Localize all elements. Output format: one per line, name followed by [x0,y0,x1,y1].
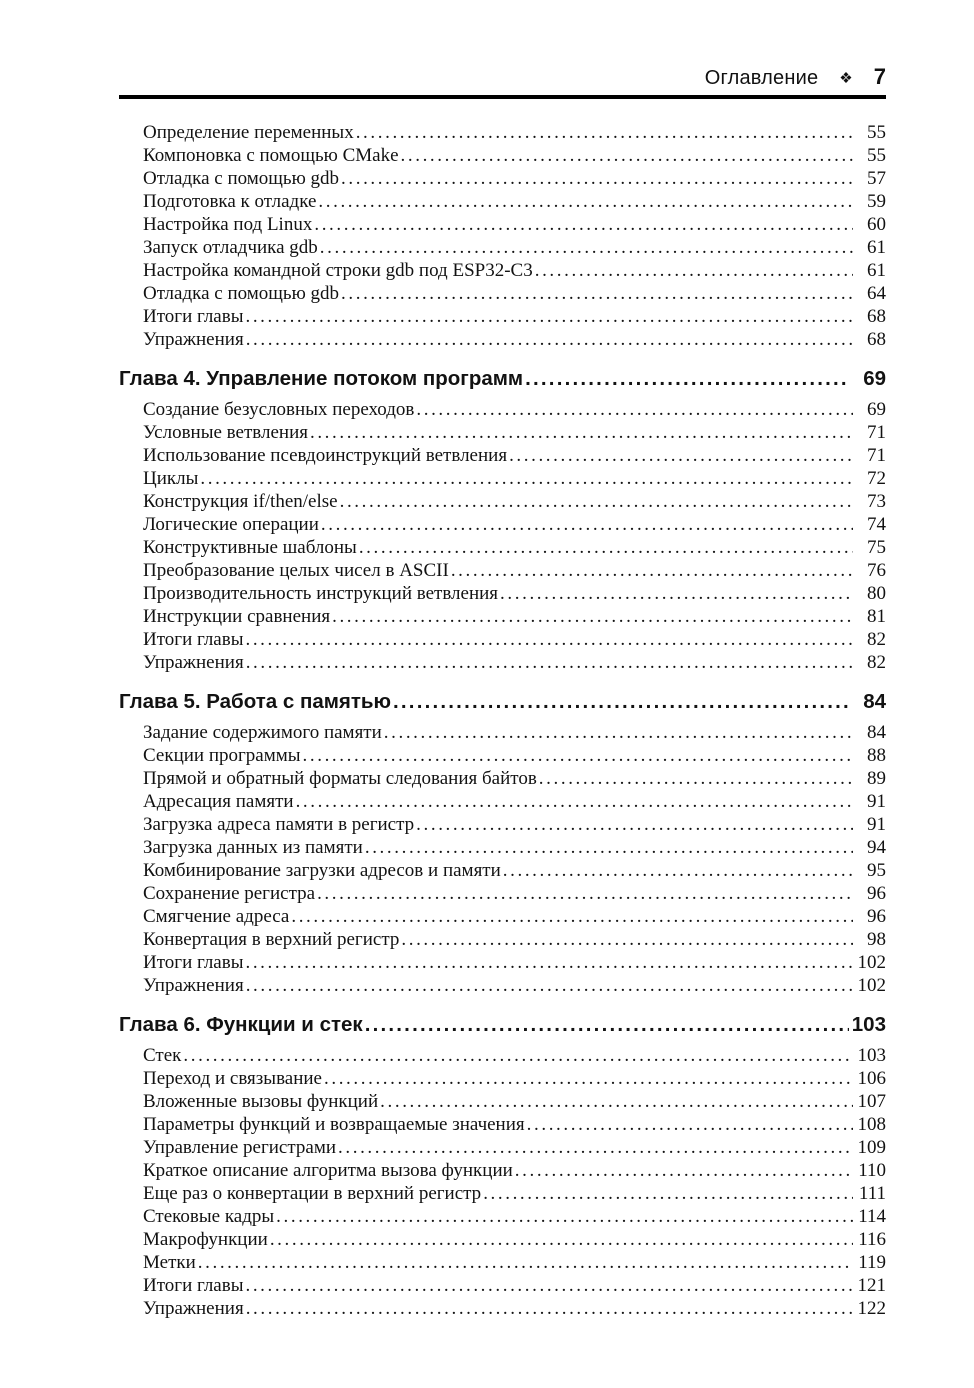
toc-entry-title: Краткое описание алгоритма вызова функции [143,1160,513,1181]
toc-entry-title: Прямой и обратный форматы следования байтов [143,768,537,789]
toc-entry-row [119,951,886,974]
dot-leader [200,467,853,490]
toc-entry-row [119,905,886,928]
toc-entry-title: Использование псевдоинструкций ветвления [143,445,508,466]
toc-entry-title: Циклы [143,468,199,489]
toc-chapter-title: Глава 4. Управление потоком программ [119,367,524,390]
toc-entry-title: Преобразование целых чисел в ASCII [143,560,449,581]
toc-entry-title: Управление регистрами [143,1137,337,1158]
toc-entry-page-number: 68 [867,306,886,327]
toc-entry-row [119,1113,886,1136]
toc-entry-title: Конвертация в верхний регистр [143,929,400,950]
toc-entry-title: Переход и связывание [143,1068,322,1089]
toc-entry-page-number: 98 [867,929,886,950]
dot-leader [291,905,853,928]
dot-leader [365,1012,849,1038]
dot-leader [245,305,853,328]
dot-leader [500,582,853,605]
toc-entry-page-number: 95 [867,860,886,881]
toc-entry-page-number: 102 [857,975,886,996]
dot-leader [246,1297,853,1320]
toc-entry-title: Компоновка с помощью CMake [143,145,399,166]
toc-entry-row [119,582,886,605]
toc-entry-title: Условные ветвления [143,422,308,443]
dot-leader [515,1159,853,1182]
dot-leader [338,1136,853,1159]
toc-entry-page-number: 96 [867,883,886,904]
toc-entry-title: Настройка командной строки gdb под ESP32-C3 [143,260,533,281]
toc-entry-page-number: 60 [867,214,886,235]
toc-entry-page-number: 88 [867,745,886,766]
toc-entry-title: Макрофункции [143,1229,268,1250]
toc-entry-row [119,836,886,859]
toc-entry-row [119,1136,886,1159]
dot-leader [401,144,853,167]
dot-leader [416,398,853,421]
toc-entry-row [119,882,886,905]
toc-entry-page-number: 80 [867,583,886,604]
toc-entry-page-number: 119 [858,1252,886,1273]
dot-leader [483,1182,853,1205]
toc-entry-title: Конструктивные шаблоны [143,537,357,558]
running-head-page-number: 7 [873,64,886,89]
toc-entry-row [119,444,886,467]
toc-entry-row [119,167,886,190]
toc-entry-page-number: 61 [867,237,886,258]
dot-leader [303,744,853,767]
toc-chapter-page-number: 103 [851,1013,886,1036]
toc-entry-title: Задание содержимого памяти [143,722,382,743]
toc-entry-page-number: 96 [867,906,886,927]
toc-entry-page-number: 108 [857,1114,886,1135]
toc-entry-row [119,767,886,790]
toc-entry-title: Еще раз о конвертации в верхний регистр [143,1183,482,1204]
toc-entry-title: Инструкции сравнения [143,606,331,627]
toc-entry-row [119,651,886,674]
toc-entry-title: Отладка с помощью gdb [143,283,340,304]
dot-leader [321,513,853,536]
toc-entry-row [119,236,886,259]
toc-entry-row [119,190,886,213]
dot-leader [527,1113,853,1136]
dot-leader [416,813,853,836]
toc-entry-page-number: 107 [857,1091,886,1112]
dot-leader [310,421,853,444]
toc-entry-title: Упражнения [143,329,244,350]
toc-entry-row [119,1090,886,1113]
dot-leader [535,259,853,282]
toc-entry-title: Стек [143,1045,182,1066]
toc-entry-title: Секции программы [143,745,301,766]
toc-entry-row [119,813,886,836]
toc-entry-title: Сохранение регистра [143,883,316,904]
dot-leader [393,689,849,715]
toc-entry-row [119,121,886,144]
dot-leader [356,121,853,144]
dot-leader [401,928,853,951]
dot-leader [359,536,853,559]
toc-chapter-page-number: 84 [863,690,886,713]
toc-entry-row [119,974,886,997]
toc-entry-page-number: 72 [867,468,886,489]
dot-leader [317,882,853,905]
toc-entry-row [119,1067,886,1090]
toc-entry-row [119,490,886,513]
toc-entry-title: Создание безусловных переходов [143,399,415,420]
toc-entry-page-number: 89 [867,768,886,789]
dot-leader [451,559,853,582]
toc-entry-row [119,628,886,651]
dot-leader [320,236,853,259]
dot-leader [246,328,853,351]
header-rule [119,95,886,99]
dot-leader [340,490,853,513]
toc-entry-row [119,513,886,536]
toc-entry-title: Метки [143,1252,196,1273]
dot-leader [245,1274,853,1297]
dot-leader [296,790,853,813]
toc-entry-page-number: 114 [858,1206,886,1227]
toc-chapter-row [119,366,886,392]
toc-entry-title: Итоги главы [143,306,244,327]
toc-entry-page-number: 91 [867,814,886,835]
toc-entry-title: Стековые кадры [143,1206,275,1227]
toc-entry-page-number: 91 [867,791,886,812]
toc-entry-title: Загрузка данных из памяти [143,837,363,858]
dot-leader [246,651,853,674]
toc-entry-page-number: 102 [857,952,886,973]
toc-entry-title: Упражнения [143,1298,244,1319]
toc-entry-row [119,744,886,767]
toc-entry-row [119,721,886,744]
diamond-separator-icon: ❖ [839,70,853,87]
toc-entry-title: Параметры функций и возвращаемые значения [143,1114,525,1135]
toc-entry-row [119,421,886,444]
toc-entry-title: Смягчение адреса [143,906,290,927]
toc-entry-row [119,1044,886,1067]
dot-leader [246,974,853,997]
toc-entry-page-number: 74 [867,514,886,535]
toc-entry-row [119,259,886,282]
dot-leader [183,1044,853,1067]
dot-leader [314,213,853,236]
toc-entry-title: Отладка с помощью gdb [143,168,340,189]
toc-entry-page-number: 121 [857,1275,886,1296]
toc-entry-row [119,213,886,236]
toc-entry-page-number: 82 [867,652,886,673]
toc-entry-row [119,1274,886,1297]
toc-entry-page-number: 116 [858,1229,886,1250]
toc-entry-row [119,1205,886,1228]
toc-entry-page-number: 57 [867,168,886,189]
page-header [119,64,886,90]
dot-leader [324,1067,853,1090]
toc-entry-page-number: 110 [858,1160,886,1181]
toc-entry-page-number: 73 [867,491,886,512]
toc-entry-page-number: 55 [867,145,886,166]
toc-entry-row [119,144,886,167]
toc-entry-title: Упражнения [143,975,244,996]
toc-entry-title: Определение переменных [143,122,354,143]
toc-entry-row [119,328,886,351]
toc-entry-page-number: 94 [867,837,886,858]
toc-entry-row [119,605,886,628]
toc-entry-page-number: 106 [857,1068,886,1089]
dot-leader [341,167,853,190]
toc-entry-row [119,859,886,882]
dot-leader [341,282,853,305]
toc-entry-row [119,1251,886,1274]
toc-entry-page-number: 84 [867,722,886,743]
toc-list [119,121,886,1320]
dot-leader [525,366,849,392]
dot-leader [509,444,853,467]
toc-entry-row [119,1228,886,1251]
toc-entry-row [119,467,886,490]
toc-entry-title: Логические операции [143,514,319,535]
toc-entry-title: Запуск отладчика gdb [143,237,318,258]
dot-leader [318,190,853,213]
toc-entry-title: Итоги главы [143,952,244,973]
dot-leader [365,836,853,859]
toc-entry-title: Подготовка к отладке [143,191,317,212]
toc-entry-title: Настройка под Linux [143,214,313,235]
toc-entry-page-number: 71 [867,422,886,443]
toc-entry-page-number: 81 [867,606,886,627]
toc-chapter-title: Глава 6. Функции и стек [119,1013,363,1036]
toc-entry-page-number: 122 [857,1298,886,1319]
toc-entry-title: Итоги главы [143,1275,244,1296]
dot-leader [384,721,853,744]
toc-chapter-row [119,689,886,715]
toc-entry-title: Адресация памяти [143,791,294,812]
toc-entry-page-number: 109 [857,1137,886,1158]
toc-entry-page-number: 76 [867,560,886,581]
toc-entry-title: Комбинирование загрузки адресов и памяти [143,860,501,881]
running-head-title: Оглавление [704,67,819,89]
toc-entry-page-number: 69 [867,399,886,420]
toc-entry-row [119,1297,886,1320]
toc-entry-page-number: 68 [867,329,886,350]
toc-entry-page-number: 103 [857,1045,886,1066]
toc-entry-page-number: 55 [867,122,886,143]
toc-entry-title: Упражнения [143,652,244,673]
toc-entry-title: Загрузка адреса памяти в регистр [143,814,415,835]
toc-entry-row [119,928,886,951]
toc-entry-row [119,790,886,813]
dot-leader [539,767,853,790]
toc-entry-title: Вложенные вызовы функций [143,1091,379,1112]
toc-entry-row [119,536,886,559]
toc-entry-row [119,305,886,328]
toc-chapter-row [119,1012,886,1038]
toc-entry-page-number: 111 [858,1183,886,1204]
toc-entry-page-number: 61 [867,260,886,281]
dot-leader [276,1205,853,1228]
toc-entry-row [119,398,886,421]
toc-entry-page-number: 75 [867,537,886,558]
toc-entry-row [119,559,886,582]
toc-entry-title: Производительность инструкций ветвления [143,583,499,604]
toc-entry-page-number: 64 [867,283,886,304]
toc-entry-row [119,1182,886,1205]
toc-chapter-title: Глава 5. Работа с памятью [119,690,392,713]
toc-entry-page-number: 82 [867,629,886,650]
toc-entry-title: Итоги главы [143,629,244,650]
toc-entry-row [119,1159,886,1182]
toc-entry-row [119,282,886,305]
dot-leader [380,1090,853,1113]
dot-leader [245,951,853,974]
dot-leader [332,605,853,628]
dot-leader [198,1251,853,1274]
toc-chapter-page-number: 69 [863,367,886,390]
dot-leader [270,1228,853,1251]
toc-entry-page-number: 71 [867,445,886,466]
toc-entry-title: Конструкция if/then/else [143,491,338,512]
dot-leader [245,628,853,651]
dot-leader [503,859,853,882]
toc-entry-page-number: 59 [867,191,886,212]
